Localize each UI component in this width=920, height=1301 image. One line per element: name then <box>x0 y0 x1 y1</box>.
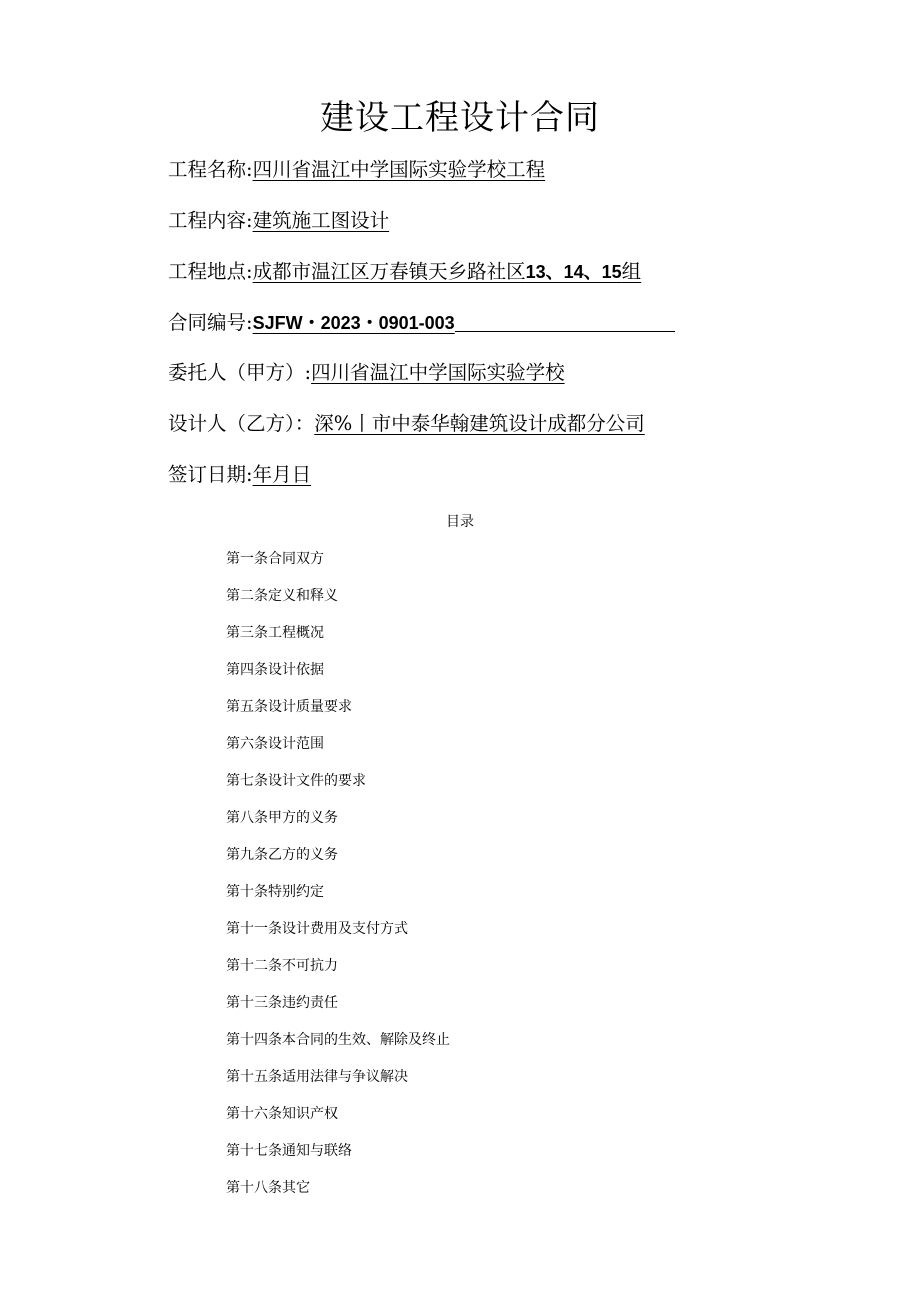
toc-item: 第十四条本合同的生效、解除及终止 <box>226 1032 450 1048</box>
contract-number-field <box>168 308 675 338</box>
toc-item: 第四条设计依据 <box>226 662 324 678</box>
project-location-value <box>253 260 642 283</box>
toc-heading: 目录 <box>446 514 474 530</box>
toc-item: 第二条定义和释义 <box>226 588 338 604</box>
signing-date-field <box>168 460 311 490</box>
document-title: 建设工程设计合同 <box>320 98 600 138</box>
designer-value: 深%丨市中泰华翰建筑设计成都分公司 <box>314 412 645 435</box>
project-content-label: 工程内容: <box>168 209 253 232</box>
toc-item: 第一条合同双方 <box>226 551 324 567</box>
project-content-value: 建筑施工图设计 <box>252 209 390 232</box>
project-location-value-suffix: 组 <box>621 260 642 283</box>
toc-item: 第十五条适用法律与争议解决 <box>226 1069 408 1085</box>
client-value: 四川省温江中学国际实验学校 <box>311 361 565 384</box>
toc-item: 第十八条其它 <box>226 1180 310 1196</box>
toc-item: 第十条特别约定 <box>226 884 324 900</box>
designer-field <box>168 409 645 439</box>
project-name-label: 工程名称: <box>168 158 253 181</box>
project-location-label: 工程地点: <box>168 260 253 283</box>
project-location-value-prefix: 成都市温江区万春镇天乡路社区 <box>252 260 526 283</box>
toc-item: 第七条设计文件的要求 <box>226 773 366 789</box>
contract-number-label: 合同编号: <box>168 311 253 334</box>
signing-date-value: 年月日 <box>252 463 312 486</box>
contract-number-value: SJFW・2023・0901-003 <box>252 313 455 333</box>
client-field <box>168 358 565 388</box>
toc-item: 第五条设计质量要求 <box>226 699 352 715</box>
toc-list <box>226 548 450 1214</box>
toc-item: 第十六条知识产权 <box>226 1106 338 1122</box>
signing-date-label: 签订日期: <box>168 463 253 486</box>
project-location-field <box>168 257 641 287</box>
toc-item: 第十七条通知与联络 <box>226 1143 352 1159</box>
toc-item: 第三条工程概况 <box>226 625 324 641</box>
client-label: 委托人（甲方）: <box>168 361 312 384</box>
project-name-value: 四川省温江中学国际实验学校工程 <box>252 158 546 181</box>
project-location-value-numbers: 13、14、15 <box>525 262 622 282</box>
designer-label: 设计人（乙方）： <box>168 412 315 435</box>
toc-item: 第九条乙方的义务 <box>226 847 338 863</box>
toc-item: 第六条设计范围 <box>226 736 324 752</box>
toc-item: 第十二条不可抗力 <box>226 958 338 974</box>
toc-item: 第八条甲方的义务 <box>226 810 338 826</box>
project-content-field <box>168 206 389 236</box>
project-name-field <box>168 155 545 185</box>
toc-item: 第十三条违约责任 <box>226 995 338 1011</box>
toc-item: 第十一条设计费用及支付方式 <box>226 921 408 937</box>
contract-number-blank-line <box>455 313 675 332</box>
